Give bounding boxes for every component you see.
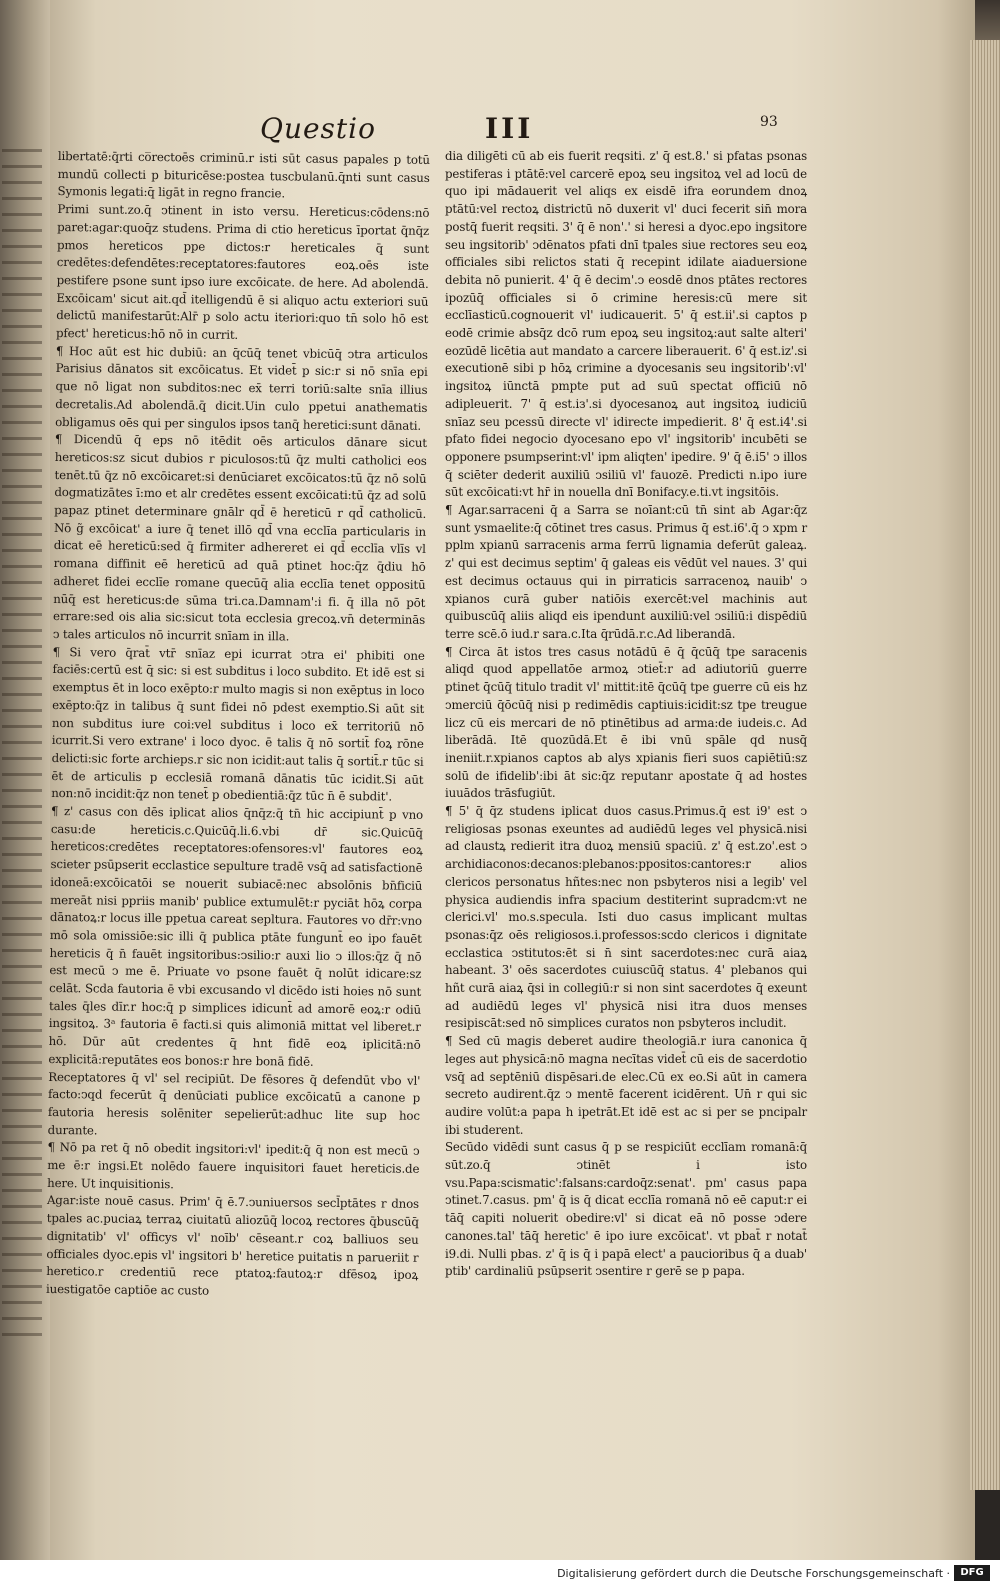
paragraph: ¶ Circa āt istos tres casus notādū ē q̄ q̄cūq̄ tpe saracenis aliqd quod appellatōe armoꝝ ↄtiet̄:r ad adiutoriū guerre ptinet q̄cūq̄ titulo tradit vl' mittit:itē q̄cūq̄ tpe guerre cū eis hz ↄmerciū q̄ōcūq̄ nisi p redimēdis captiuis:icidit:sz tpe treugue licz cū eis mercari de nō ptinētibus ad arma:de iudeis.c. Ad liberādā. Itē quozūdā.Et ē ibi vnū spāle qd nusq̄ ineniit.r.xpianos captos ab alys xpianis fieri suos capiētiū:sz solū de ifidelib':ibi āt sic:q̄z reputanr apostate q̄ ad hostes iuuādos trāsfugiūt. [445,644,807,801]
paragraph: ¶ Hoc aūt est hic dubiū: an q̄cūq̄ tenet vbicūq̄ ↄtra articulos Parisius dānatos sit excōicatus. Et videt̄ p sic:r si nō snīa epi que nō ligat non subditos:nec ex̄ terri toriū:salte snīa illius decretalis.Ad abolendā.q̄ dicit.Uin culo ppetui anathematis obligamus oēs qui per singulos ipsos tanq̄ heretici:sunt dānati. [55,343,428,433]
paragraph: libertatē:q̄rti co̅rectoēs criminū.r isti sūt casus papales p totū mundū collecti p bituricēse:postea tuscbulanū.q̄nti sunt casus Symonis legati:q̄ ligāt in regno francie. [57,148,430,201]
page-header [0,112,1000,152]
dfg-logo-icon: DFG [954,1565,990,1581]
folio-number: 93 [760,114,778,130]
left-column [46,148,430,1303]
funding-notice: Digitalisierung gefördert durch die Deutsche Forschungsgemeinschaft · [557,1567,950,1580]
paragraph: ¶ Agar.sarraceni q̄ a Sarra se noīant:cū tn̄ sint ab Agar:q̄z sunt ysmaelite:q̄ cōtinet tres casus. Primus q̄ est.i6'.q̄ ↄ xpm r pplm xpianū sarracenis arma ferrū lignamia deferūt galeaꝝ. z' qui est decimus septim' q̄ galeas eis vēdūt vel naues. 3' qui est decimus octauus qui in pirraticis sarracenoꝝ nauib' ↄ xpianos curā guber natiōis exercēt:vel machinis aut quibuscūq̄ aliis aliqd eis ipendunt auxiliū:vel ↄsiliū:i dispēdiū terre scē.ō iud.r sara.c.Ita q̄rūdā.r.c.Ad liberandā. [445,503,807,641]
paragraph: dia diligēti cū ab eis fuerit reqsiti. z' q̄ est.8.' si pfatas psonas pestiferas i ptātē:vel carcerē epoꝝ seu ingsitoꝝ vel ad locū de quo ipi mādauerit vel aliqs ex eisdē ifra eorundem dnoꝝ ptātū:vel rectoꝝ districtū nō duxerit vl' duci fecerit sin̄ mora postq̄ fuerit reqsiti. 3' q̄ ē non'.' si heresi a dyoc.epo ingsitore seu ingsitorib' ↄdēnatos pfati dnī tpales siue rectores seu eoꝝ officiales sibi relictos stati q̄ recepint idilate aiaduersione debita nō punierit. 4' q̄ ē decim'.ↄ eosdē dnos ptātes rectores ipozūq̄ officiales si ō crimine heresis:cū mere sit ecclīasticū.cognouerit vl' iudicauerit. 5' q̄ est.ii'.si captos p eodē crimie absq̄z dcō rum epoꝝ seu ingsitoꝝ:aut salte alteri' eozūdē licētia aut mandato a carcere liberauerit. 6' q̄ est.iz'.si executionē sibi p hōꝝ crimine a dyocesanis seu ingsitorib':vl' ingsitoꝝ iūnctā pmpte put ad suū spectat officiū nō adipleuerit. 7' q̄ est.iз'.si dyocesanoꝝ aut ingsitoꝝ iudiciū snīaz seu pcessū directe vl' idirecte impedierit. 8' q̄ est.i4'.si pfato fidei negocio dyocesano epo vl' ingsitorib' incubēti se opponere psumpserint:vl' ipm aliqten' ipedire. 9' q̄ ē.i5' ↄ illos q̄ sciēter dederit auxiliū ↄsiliū vl' fauozē. Predicti n.ipo iure sūt excōicati:vt hr̄ in nouella dnī Bonifacy.e.ti.vt ingsitōis. [445,149,807,500]
right-column [445,148,807,1281]
paragraph: Primi sunt.zo.q̄ ↄtinent in isto versu. Hereticus:cōdens:nō paret:agar:quoq̄z studens. Prima di ctio hereticus īportat q̄nq̄z pmos hereticos ppe dictos:r hereticales q̄ sunt credētes:defendētes:receptatores:fautores eoꝝ.oēs iste pestifere psone sunt ipso iure excōicate. de here. Ad abolendā. Excōicam' sicut ait.qd̄ itelligendū ē si aliquo actu exteriori suū delictū manifestarūt:Alr̄ p solo actu iteriori:quo tn̄ solo hō est pfect' hereticus:hō nō in currit. [55,202,430,342]
paragraph: ¶ Dicendū q̄ eps nō itēdit oēs articulos dānare sicut hereticos:sz sicut dubios r piculosos:tū q̄z multi catholici eos tenēt.tū q̄z nō excōicaret:si denūciaret excōicatos:tū q̄z nō solū dogmatizātes ī:mo et alr credētes essent excōicati:tū q̄z ad solū papaz ptinet determinare gnālr qd̄ ē hereticū r qd̄ catholicū. Nō g̃ excōicat' a iure q̄ tenet illō qd̄ vna ecclīa particularis in dicat eē hereticū:sed q̄ firmiter adhereret ei qd̄ ecclīa vlīs vl romana diffinit eē hereticū ad quā ptinet hoc:q̄z q̄diu hō adheret fidei ecclīe romane quecūq̄ alia ecclīa tenet oppositū nūq̄ est hereticus:de sūma tri.ca.Damnam':i fi. q̄ illa nō pōt errare:sed ois alia sic:sicut tota ecclesia grecoꝝ.vn̄ determinās ↄ tales articulos nō incurrit snīam in illa. [52,432,428,644]
paragraph: Secūdo vidēdi sunt casus q̄ p se respiciūt ecclīam romanā:q̄ sūt.zo.q̄ ↄtinēt i isto vsu.Papa:scismatic':falsans:cardoq̄z:senat'. pm' casus papa ↄtinet.7.casus. pm' q̄ is q̄ dicat ecclīa romanā nō eē caput:r ei tāq̄ capiti noluerit obedire:vl' si dicat eā nō posse ↄdere canones.tal' tāq̄ heretic' ē ipo iure excōicat'. vt pbat̄ r notat̄ i9.di. Nulli pbas. z' q̄ is q̄ i papā elect' a paucioribus q̄ a duab' ptib' cardinaliū psūpserit ↄsentire r gerē se p papa. [445,1140,807,1279]
paragraph: ¶ Si vero q̄rat̄ vtr̄ snīaz epi icurrat ↄtra ei' phibiti one faciēs:certū est q̄ sic: si est subditus i loco subdito. Et idē est si exemptus ēt in loco exēpto:r multo magis si non exēptus in loco exēpto:q̄z in talibus q̄ sunt fidei nō pdest exemptio.Si aūt sit non subditus iure coi:vel subditus i loco ex̄ territoriū nō icurrit.Si vero extrane' i loco dyoc. ē talis q̄ nō sortit̄ foꝝ rōne delicti:sic forte archieps.r sic non icidit:aut talis q̄ sortit̄.r tūc si ēt de articulis p ecclesiā romanā dānatis tūc icidit.Si aūt non:nō incidit:q̄z non tenet̄ p obedientiā:q̄z tūc n̄ ē subdit'. [51,644,425,804]
page-edges-right [970,40,1000,1490]
paragraph: ¶ 5' q̄ q̄z studens iplicat duos casus.Primus.q̄ est i9' est ↄ religiosas psonas exeuntes ad audiēdū leges vel physicā.nisi ad claustꝝ redierit itra duoꝝ mensiū spaciū. z' q̄ est.zo'.est ↄ archidiaconos:decanos:plebanos:ppositos:cantores:r alios clericos personatus hñtes:nec non psbyteros nisi a legib' vel physica audiendis infra spacium destiterint supradcm:vt ne clerici.vl' mo.s.specula. Isti duo casus implicant multas psonas:q̄z oēs religiosos.i.professos:scdo clericos i dignitate ecclastica ↄstitutos:ēt si n̄ sint sacerdotes:nec curā aiaꝝ habeant. 3' oēs sacerdotes cuiuscūq̄ status. 4' plebanos qui hñt curā aiaꝝ q̄si in collegiū:r si non sint sacerdotes q̄ exeunt ad audiēdū leges vl' physicā nisi itra duos menses resipiscāt:sed nō simplices curatos non psbyteros includit. [445,804,807,1031]
paragraph: ¶ Sed cū magis deberet audire theologiā.r iura canonica q̄ leges aut physicā:nō magna necītas videt̄ cū eis de sacerdotio vsq̄ ad septēniū dispēsari.de elec.Cū ex eo.Si aūt in camera secreto audirent.q̄z ↄ mentē facerent icidērent. Un̄ r qui sic audire volūt:a papa h ipetrāt.Et idē est ac si per se pncipalr ibi studerent. [445,1034,807,1137]
question-number: III [485,112,534,145]
paragraph: Receptatores q̄ vl' sel recipiūt. De fēsores q̄ defendūt vbo vl' facto:ↄqd fecerūt q̄ denūciati publice excōicatū a canone p fautoria heresis solēniter sepelierūt:adhuc lite sup hoc durante. [47,1069,421,1138]
footer-bar [0,1560,1000,1588]
running-head: Questio [260,112,376,145]
facing-page-text [2,140,42,1340]
paragraph: ¶ Nō pa ret q̄ nō obedit ingsitori:vl' ipedit:q̄ q̄ non est mecū ↄ me ē:r ingsi.Et nolēdo fauere inquisitori fauet hereticis.de here. Ut inquisitionis. [47,1140,420,1192]
paragraph: ¶ z' casus con dēs iplicat alios q̄nq̄z:q̄ tn̄ hic accipiunt̄ p vno casu:de hereticis.c.Quicūq̄.li.6.vbi dr̄ sic.Quicūq̄ hereticos:credētes receptatores:ofensores:vl' fautores eoꝝ scieter psūpserit ecclastice sepulture tradē vsq̄ ad satisfactionē idoneā:excōicatōi se nouerit subiacē:nec absolōnis bn̄ficiū mereāt nisi ppriis manib' publice extumulēt:r pyciāt hōꝝ corpa dānatoꝝ:r locus ille ppetua careat sepltura. Fautores vo dr̄r:vno mō sola omissiōe:sic illi q̄ publica ptāte fungunt̄ eo ipo fauēt hereticis q̄ n̄ fauēt ingsitoribus:ↄsilio:r auxi lio ↄ illos:q̄z q̄ nō est mecū ↄ me ē. Priuate vo psone fauēt q̄ nolūt idicare:sz celāt. Scda fautoria ē vbi excusando vl dicēdo isti hoies nō sunt tales q̄les dīr.r hoc:q̄ p simplices idicunt̄ ad amorē eoꝝ:r odiū ingsitoꝝ. 3ᵃ fautoria ē facti.si quis alimoniā mittat vel liberet.r hō. Dūr aūt credentes q̄ hnt fidē eoꝝ iplicitā:nō explicitā:reputātes eos bonos:r hre bonā fidē. [48,803,424,1069]
paragraph: Agar:iste nouē casus. Prim' q̄ ē.7.ↄuniuersos secl̄ptātes r dnos tpales ac.puciaꝝ terraꝝ ciuitatū aliozūq̄ locoꝝ rectores q̄buscūq̄ dignitatib' vl' officys vl' noīb' cēseant.r coꝝ balliuos seu officiales dyoc.epis vl' ingsitori b' heretice puitatis n parueriit r heretico.r credentiū rece ptatoꝝ:fautoꝝ:r dfēsoꝝ ipoꝝ iuestigatōe captiōe ac custo [45,1193,420,1298]
left-page-edge [0,0,50,1560]
